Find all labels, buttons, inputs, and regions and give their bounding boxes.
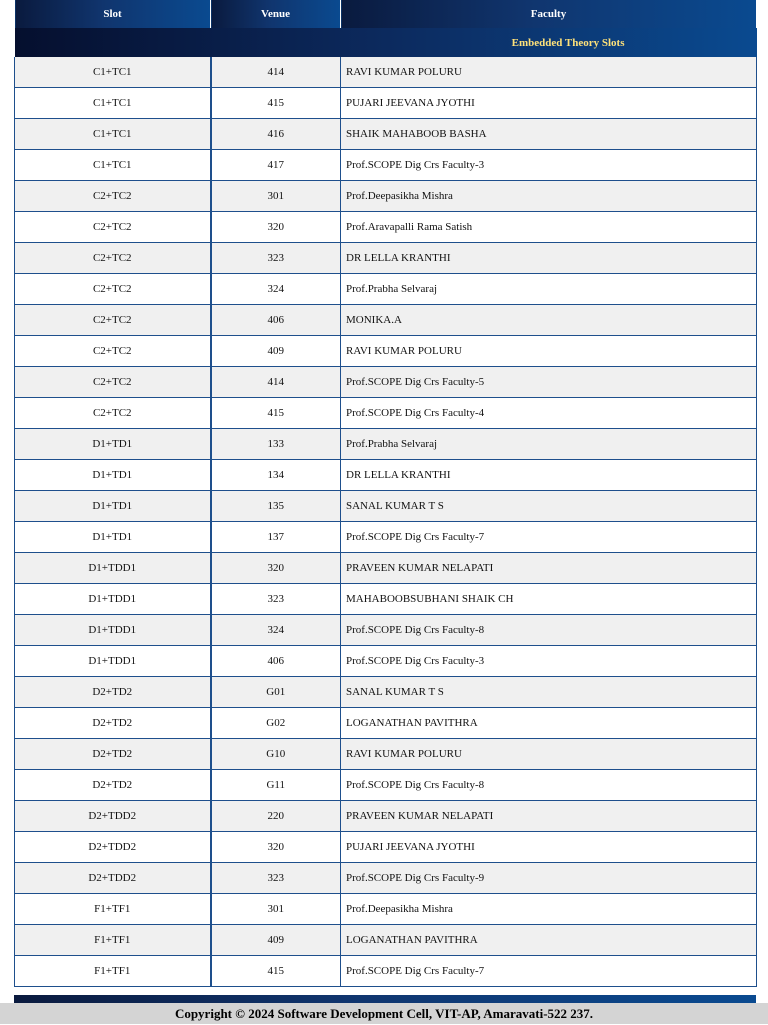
slot-cell: D2+TD2: [15, 708, 211, 739]
venue-cell: 415: [211, 398, 341, 429]
faculty-cell: Prof.SCOPE Dig Crs Faculty-8: [341, 615, 757, 646]
table-row: [15, 553, 757, 584]
faculty-cell: DR LELLA KRANTHI: [341, 460, 757, 491]
header-faculty: Faculty: [341, 0, 757, 28]
slot-cell: C1+TC1: [15, 88, 211, 119]
faculty-cell: DR LELLA KRANTHI: [341, 243, 757, 274]
faculty-cell: Prof.Deepasikha Mishra: [341, 181, 757, 212]
faculty-cell: Prof.Deepasikha Mishra: [341, 894, 757, 925]
faculty-cell: Prof.SCOPE Dig Crs Faculty-7: [341, 522, 757, 553]
table-row: [15, 894, 757, 925]
venue-cell: 301: [211, 181, 341, 212]
table-row: [15, 429, 757, 460]
table-row: [15, 615, 757, 646]
table-row: [15, 646, 757, 677]
venue-cell: 220: [211, 801, 341, 832]
table-row: [15, 677, 757, 708]
venue-cell: 416: [211, 119, 341, 150]
section-row: [15, 28, 757, 57]
table-row: [15, 956, 757, 987]
faculty-cell: Prof.SCOPE Dig Crs Faculty-8: [341, 770, 757, 801]
table-bottom-bar: [14, 995, 756, 1003]
faculty-cell: Prof.SCOPE Dig Crs Faculty-9: [341, 863, 757, 894]
table-row: [15, 398, 757, 429]
venue-cell: 414: [211, 57, 341, 88]
faculty-cell: Prof.Aravapalli Rama Satish: [341, 212, 757, 243]
faculty-cell: Prof.Prabha Selvaraj: [341, 429, 757, 460]
venue-cell: 323: [211, 243, 341, 274]
faculty-cell: LOGANATHAN PAVITHRA: [341, 708, 757, 739]
slot-cell: D1+TD1: [15, 460, 211, 491]
table-row: [15, 305, 757, 336]
slot-cell: D2+TD2: [15, 770, 211, 801]
venue-cell: 301: [211, 894, 341, 925]
slot-cell: D1+TD1: [15, 491, 211, 522]
faculty-cell: PUJARI JEEVANA JYOTHI: [341, 832, 757, 863]
faculty-cell: Prof.Prabha Selvaraj: [341, 274, 757, 305]
slot-cell: C1+TC1: [15, 119, 211, 150]
table-row: [15, 584, 757, 615]
venue-cell: 134: [211, 460, 341, 491]
table-row: [15, 243, 757, 274]
venue-cell: 323: [211, 863, 341, 894]
venue-cell: G02: [211, 708, 341, 739]
slot-cell: C2+TC2: [15, 181, 211, 212]
venue-cell: 320: [211, 832, 341, 863]
venue-cell: 324: [211, 274, 341, 305]
table-row: [15, 88, 757, 119]
slot-allocation-table-container: [14, 0, 756, 987]
slot-cell: D2+TDD2: [15, 832, 211, 863]
table-row: [15, 708, 757, 739]
faculty-cell: PUJARI JEEVANA JYOTHI: [341, 88, 757, 119]
venue-cell: 417: [211, 150, 341, 181]
table-row: [15, 832, 757, 863]
venue-cell: 414: [211, 367, 341, 398]
venue-cell: G01: [211, 677, 341, 708]
venue-cell: 324: [211, 615, 341, 646]
venue-cell: 323: [211, 584, 341, 615]
slot-cell: C2+TC2: [15, 367, 211, 398]
table-row: [15, 801, 757, 832]
venue-cell: G11: [211, 770, 341, 801]
header-row: [15, 0, 757, 28]
slot-cell: C2+TC2: [15, 243, 211, 274]
slot-cell: D1+TDD1: [15, 646, 211, 677]
faculty-cell: Prof.SCOPE Dig Crs Faculty-3: [341, 150, 757, 181]
venue-cell: 320: [211, 553, 341, 584]
venue-cell: 415: [211, 88, 341, 119]
venue-cell: 415: [211, 956, 341, 987]
table-row: [15, 770, 757, 801]
section-title: Embedded Theory Slots: [15, 28, 757, 57]
faculty-cell: MAHABOOBSUBHANI SHAIK CH: [341, 584, 757, 615]
faculty-cell: Prof.SCOPE Dig Crs Faculty-4: [341, 398, 757, 429]
slot-cell: C2+TC2: [15, 212, 211, 243]
faculty-cell: LOGANATHAN PAVITHRA: [341, 925, 757, 956]
faculty-cell: PRAVEEN KUMAR NELAPATI: [341, 801, 757, 832]
table-row: [15, 274, 757, 305]
faculty-cell: RAVI KUMAR POLURU: [341, 336, 757, 367]
table-row: [15, 460, 757, 491]
faculty-cell: SANAL KUMAR T S: [341, 677, 757, 708]
slot-cell: D1+TD1: [15, 429, 211, 460]
table-row: [15, 367, 757, 398]
venue-cell: 409: [211, 925, 341, 956]
venue-cell: 137: [211, 522, 341, 553]
copyright-footer: Copyright © 2024 Software Development Cell, VIT-AP, Amaravati-522 237.: [0, 1003, 768, 1024]
slot-cell: D1+TDD1: [15, 615, 211, 646]
faculty-cell: SANAL KUMAR T S: [341, 491, 757, 522]
table-row: [15, 863, 757, 894]
slot-cell: F1+TF1: [15, 956, 211, 987]
table-row: [15, 739, 757, 770]
slot-cell: D1+TDD1: [15, 553, 211, 584]
header-slot: Slot: [15, 0, 211, 28]
slot-allocation-table: [14, 0, 757, 987]
slot-cell: D1+TD1: [15, 522, 211, 553]
table-row: [15, 925, 757, 956]
table-row: [15, 491, 757, 522]
header-venue: Venue: [211, 0, 341, 28]
venue-cell: 409: [211, 336, 341, 367]
venue-cell: G10: [211, 739, 341, 770]
slot-cell: F1+TF1: [15, 925, 211, 956]
faculty-cell: SHAIK MAHABOOB BASHA: [341, 119, 757, 150]
table-row: [15, 336, 757, 367]
faculty-cell: Prof.SCOPE Dig Crs Faculty-3: [341, 646, 757, 677]
table-row: [15, 522, 757, 553]
slot-cell: D1+TDD1: [15, 584, 211, 615]
table-row: [15, 150, 757, 181]
faculty-cell: Prof.SCOPE Dig Crs Faculty-7: [341, 956, 757, 987]
faculty-cell: MONIKA.A: [341, 305, 757, 336]
slot-cell: D2+TD2: [15, 739, 211, 770]
venue-cell: 135: [211, 491, 341, 522]
faculty-cell: Prof.SCOPE Dig Crs Faculty-5: [341, 367, 757, 398]
slot-cell: C1+TC1: [15, 150, 211, 181]
slot-cell: F1+TF1: [15, 894, 211, 925]
table-header: [15, 0, 757, 28]
slot-cell: C2+TC2: [15, 274, 211, 305]
venue-cell: 406: [211, 305, 341, 336]
table-row: [15, 212, 757, 243]
slot-cell: C1+TC1: [15, 57, 211, 88]
slot-cell: C2+TC2: [15, 305, 211, 336]
table-body: [15, 57, 757, 987]
venue-cell: 320: [211, 212, 341, 243]
slot-cell: C2+TC2: [15, 398, 211, 429]
section-header: [15, 28, 757, 57]
faculty-cell: PRAVEEN KUMAR NELAPATI: [341, 553, 757, 584]
venue-cell: 133: [211, 429, 341, 460]
table-row: [15, 181, 757, 212]
faculty-cell: RAVI KUMAR POLURU: [341, 739, 757, 770]
slot-cell: D2+TDD2: [15, 801, 211, 832]
faculty-cell: RAVI KUMAR POLURU: [341, 57, 757, 88]
venue-cell: 406: [211, 646, 341, 677]
slot-cell: D2+TD2: [15, 677, 211, 708]
slot-cell: C2+TC2: [15, 336, 211, 367]
table-row: [15, 119, 757, 150]
slot-cell: D2+TDD2: [15, 863, 211, 894]
table-row: [15, 57, 757, 88]
